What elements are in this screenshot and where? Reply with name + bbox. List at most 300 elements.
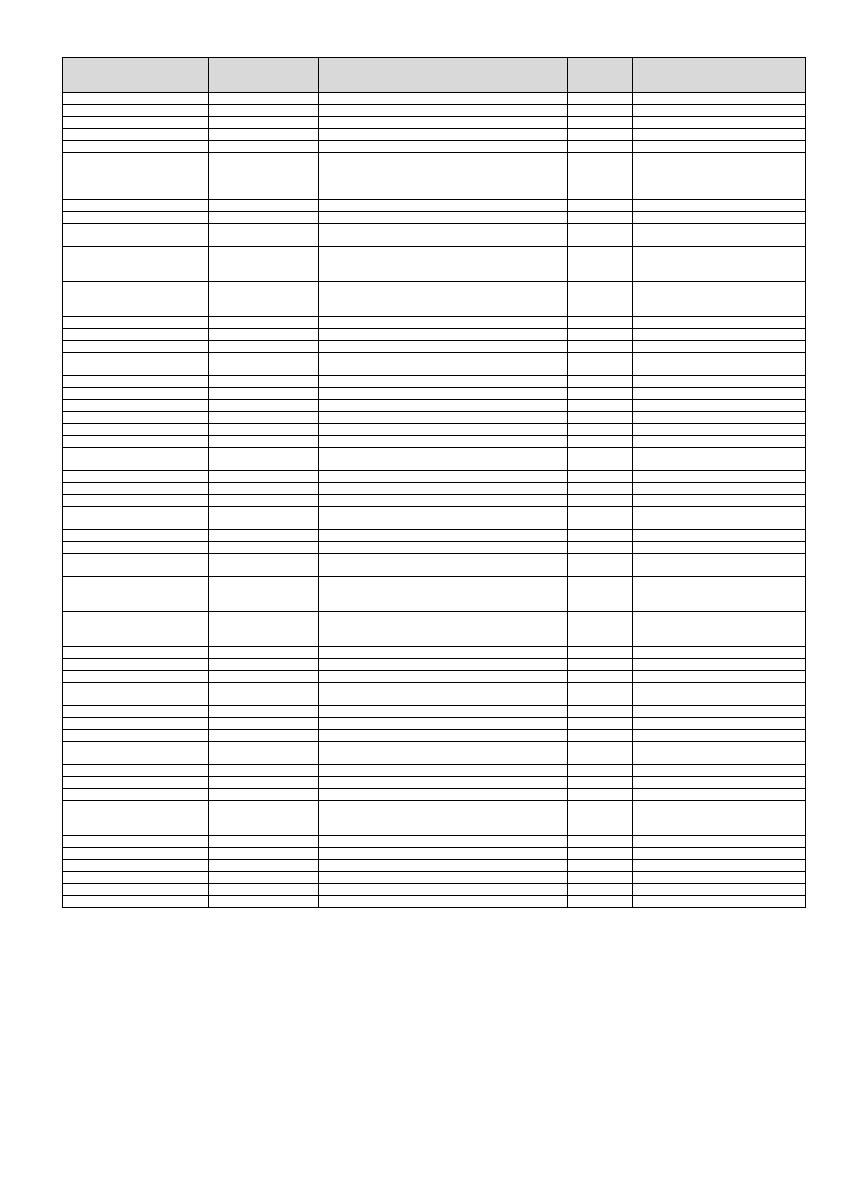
table-cell bbox=[319, 789, 568, 801]
table-cell bbox=[568, 706, 633, 718]
column-header-4 bbox=[568, 58, 633, 93]
table-cell bbox=[209, 341, 319, 353]
table-cell bbox=[568, 554, 633, 577]
table-cell bbox=[633, 483, 806, 495]
table-cell bbox=[568, 860, 633, 872]
table-row bbox=[63, 376, 806, 388]
table-cell bbox=[209, 683, 319, 706]
table-cell bbox=[319, 93, 568, 105]
table-cell bbox=[209, 117, 319, 129]
table-cell bbox=[568, 353, 633, 376]
table-row bbox=[63, 247, 806, 282]
table-cell bbox=[568, 376, 633, 388]
table-cell bbox=[633, 836, 806, 848]
table-cell bbox=[63, 671, 209, 683]
table-cell bbox=[633, 388, 806, 400]
table-cell bbox=[209, 329, 319, 341]
table-cell bbox=[209, 612, 319, 647]
table-cell bbox=[319, 860, 568, 872]
table-cell bbox=[568, 507, 633, 530]
table-cell bbox=[633, 884, 806, 896]
table-cell bbox=[63, 765, 209, 777]
table-cell bbox=[209, 282, 319, 317]
table-cell bbox=[633, 424, 806, 436]
table-cell bbox=[319, 353, 568, 376]
table-cell bbox=[568, 129, 633, 141]
table-cell bbox=[568, 659, 633, 671]
table-row bbox=[63, 153, 806, 200]
table-cell bbox=[633, 789, 806, 801]
table-cell bbox=[209, 388, 319, 400]
table-cell bbox=[633, 153, 806, 200]
table-cell bbox=[319, 105, 568, 117]
table-cell bbox=[319, 200, 568, 212]
table-cell bbox=[568, 329, 633, 341]
table-cell bbox=[568, 483, 633, 495]
table-cell bbox=[568, 105, 633, 117]
table-cell bbox=[319, 801, 568, 836]
table-cell bbox=[209, 718, 319, 730]
table-body bbox=[63, 93, 806, 908]
table-cell bbox=[633, 683, 806, 706]
table-row bbox=[63, 400, 806, 412]
table-cell bbox=[209, 141, 319, 153]
table-cell bbox=[209, 471, 319, 483]
table-cell bbox=[633, 93, 806, 105]
data-table bbox=[62, 57, 806, 908]
table-cell bbox=[568, 718, 633, 730]
table-cell bbox=[63, 495, 209, 507]
table-cell bbox=[63, 659, 209, 671]
table-cell bbox=[633, 400, 806, 412]
table-cell bbox=[63, 93, 209, 105]
table-cell bbox=[568, 542, 633, 554]
table-cell bbox=[63, 742, 209, 765]
table-header bbox=[63, 58, 806, 93]
table-cell bbox=[568, 647, 633, 659]
table-cell bbox=[633, 141, 806, 153]
table-row bbox=[63, 282, 806, 317]
table-cell bbox=[633, 742, 806, 765]
table-cell bbox=[568, 801, 633, 836]
table-cell bbox=[209, 200, 319, 212]
table-cell bbox=[633, 247, 806, 282]
table-cell bbox=[63, 388, 209, 400]
table-cell bbox=[319, 718, 568, 730]
table-cell bbox=[633, 105, 806, 117]
table-cell bbox=[568, 200, 633, 212]
table-row bbox=[63, 671, 806, 683]
table-cell bbox=[568, 612, 633, 647]
table-cell bbox=[633, 765, 806, 777]
table-cell bbox=[568, 341, 633, 353]
table-cell bbox=[633, 530, 806, 542]
table-cell bbox=[568, 436, 633, 448]
table-cell bbox=[63, 860, 209, 872]
table-cell bbox=[63, 471, 209, 483]
table-cell bbox=[209, 105, 319, 117]
table-cell bbox=[63, 836, 209, 848]
table-cell bbox=[319, 742, 568, 765]
table-row bbox=[63, 117, 806, 129]
table-cell bbox=[319, 872, 568, 884]
table-cell bbox=[63, 282, 209, 317]
table-cell bbox=[568, 400, 633, 412]
table-cell bbox=[319, 424, 568, 436]
table-row bbox=[63, 683, 806, 706]
table-cell bbox=[568, 471, 633, 483]
table-cell bbox=[63, 872, 209, 884]
table-cell bbox=[319, 448, 568, 471]
table-cell bbox=[63, 341, 209, 353]
table-cell bbox=[319, 247, 568, 282]
table-cell bbox=[209, 671, 319, 683]
table-cell bbox=[568, 884, 633, 896]
table-cell bbox=[63, 117, 209, 129]
table-cell bbox=[319, 542, 568, 554]
table-cell bbox=[209, 742, 319, 765]
table-cell bbox=[209, 448, 319, 471]
table-row bbox=[63, 872, 806, 884]
table-cell bbox=[63, 884, 209, 896]
table-cell bbox=[319, 400, 568, 412]
table-cell bbox=[319, 471, 568, 483]
table-row bbox=[63, 224, 806, 247]
table-cell bbox=[319, 317, 568, 329]
table-cell bbox=[63, 141, 209, 153]
table-cell bbox=[568, 282, 633, 317]
table-cell bbox=[319, 153, 568, 200]
table-row bbox=[63, 436, 806, 448]
table-cell bbox=[63, 801, 209, 836]
table-cell bbox=[319, 577, 568, 612]
table-cell bbox=[633, 507, 806, 530]
table-cell bbox=[633, 612, 806, 647]
table-cell bbox=[209, 836, 319, 848]
table-cell bbox=[319, 706, 568, 718]
table-cell bbox=[568, 388, 633, 400]
table-cell bbox=[633, 659, 806, 671]
table-cell bbox=[63, 554, 209, 577]
table-cell bbox=[568, 141, 633, 153]
table-cell bbox=[633, 200, 806, 212]
table-cell bbox=[63, 353, 209, 376]
table-row bbox=[63, 483, 806, 495]
table-row bbox=[63, 836, 806, 848]
table-cell bbox=[209, 530, 319, 542]
table-row bbox=[63, 554, 806, 577]
table-cell bbox=[633, 495, 806, 507]
table-cell bbox=[63, 153, 209, 200]
table-row bbox=[63, 329, 806, 341]
table-cell bbox=[63, 647, 209, 659]
table-cell bbox=[209, 577, 319, 612]
table-cell bbox=[319, 376, 568, 388]
table-row bbox=[63, 612, 806, 647]
table-cell bbox=[209, 400, 319, 412]
table-cell bbox=[209, 212, 319, 224]
table-cell bbox=[633, 129, 806, 141]
table-row bbox=[63, 884, 806, 896]
table-cell bbox=[319, 129, 568, 141]
table-cell bbox=[63, 400, 209, 412]
table-cell bbox=[633, 376, 806, 388]
table-header-row bbox=[63, 58, 806, 93]
table-cell bbox=[319, 436, 568, 448]
table-row bbox=[63, 317, 806, 329]
table-cell bbox=[568, 730, 633, 742]
table-cell bbox=[63, 612, 209, 647]
table-cell bbox=[568, 765, 633, 777]
table-cell bbox=[209, 884, 319, 896]
table-row bbox=[63, 542, 806, 554]
table-cell bbox=[319, 884, 568, 896]
table-cell bbox=[209, 554, 319, 577]
table-cell bbox=[568, 448, 633, 471]
table-cell bbox=[319, 341, 568, 353]
table-cell bbox=[63, 777, 209, 789]
table-cell bbox=[63, 212, 209, 224]
table-cell bbox=[209, 659, 319, 671]
table-cell bbox=[63, 730, 209, 742]
table-cell bbox=[209, 495, 319, 507]
table-cell bbox=[63, 105, 209, 117]
table-cell bbox=[319, 765, 568, 777]
table-cell bbox=[63, 683, 209, 706]
table-cell bbox=[209, 848, 319, 860]
table-cell bbox=[319, 896, 568, 908]
table-row bbox=[63, 659, 806, 671]
table-cell bbox=[209, 436, 319, 448]
table-cell bbox=[633, 471, 806, 483]
table-cell bbox=[319, 141, 568, 153]
table-cell bbox=[568, 117, 633, 129]
table-row bbox=[63, 105, 806, 117]
table-cell bbox=[319, 412, 568, 424]
table-cell bbox=[633, 647, 806, 659]
table-cell bbox=[568, 212, 633, 224]
table-row bbox=[63, 789, 806, 801]
table-cell bbox=[209, 730, 319, 742]
table-row bbox=[63, 801, 806, 836]
table-row bbox=[63, 412, 806, 424]
table-cell bbox=[63, 789, 209, 801]
table-cell bbox=[63, 848, 209, 860]
table-row bbox=[63, 765, 806, 777]
table-cell bbox=[633, 224, 806, 247]
table-cell bbox=[63, 436, 209, 448]
table-cell bbox=[568, 789, 633, 801]
table-cell bbox=[568, 742, 633, 765]
table-cell bbox=[63, 376, 209, 388]
table-cell bbox=[209, 224, 319, 247]
table-cell bbox=[568, 872, 633, 884]
table-cell bbox=[633, 577, 806, 612]
table-cell bbox=[209, 376, 319, 388]
table-cell bbox=[568, 224, 633, 247]
table-row bbox=[63, 577, 806, 612]
table-cell bbox=[633, 448, 806, 471]
table-cell bbox=[319, 388, 568, 400]
table-row bbox=[63, 495, 806, 507]
table-cell bbox=[568, 530, 633, 542]
table-cell bbox=[63, 448, 209, 471]
column-header-2 bbox=[209, 58, 319, 93]
table-cell bbox=[209, 765, 319, 777]
table-cell bbox=[63, 329, 209, 341]
table-cell bbox=[63, 896, 209, 908]
table-cell bbox=[319, 212, 568, 224]
table-cell bbox=[319, 730, 568, 742]
table-cell bbox=[209, 542, 319, 554]
table-cell bbox=[633, 777, 806, 789]
table-cell bbox=[319, 612, 568, 647]
table-cell bbox=[633, 671, 806, 683]
table-cell bbox=[633, 317, 806, 329]
column-header-3 bbox=[319, 58, 568, 93]
table-cell bbox=[63, 224, 209, 247]
table-container bbox=[62, 57, 780, 908]
table-cell bbox=[568, 495, 633, 507]
table-cell bbox=[633, 554, 806, 577]
table-cell bbox=[319, 671, 568, 683]
table-cell bbox=[633, 801, 806, 836]
table-cell bbox=[63, 200, 209, 212]
table-cell bbox=[319, 836, 568, 848]
table-cell bbox=[633, 542, 806, 554]
table-cell bbox=[633, 872, 806, 884]
column-header-5 bbox=[633, 58, 806, 93]
table-cell bbox=[633, 860, 806, 872]
table-cell bbox=[568, 424, 633, 436]
table-cell bbox=[633, 282, 806, 317]
table-cell bbox=[63, 530, 209, 542]
table-cell bbox=[319, 224, 568, 247]
table-cell bbox=[633, 353, 806, 376]
table-cell bbox=[568, 412, 633, 424]
table-row bbox=[63, 141, 806, 153]
table-cell bbox=[633, 848, 806, 860]
table-cell bbox=[633, 896, 806, 908]
table-cell bbox=[568, 683, 633, 706]
column-header-1 bbox=[63, 58, 209, 93]
table-cell bbox=[209, 896, 319, 908]
table-cell bbox=[63, 317, 209, 329]
table-cell bbox=[209, 860, 319, 872]
table-row bbox=[63, 530, 806, 542]
table-cell bbox=[568, 317, 633, 329]
table-cell bbox=[319, 507, 568, 530]
table-row bbox=[63, 706, 806, 718]
table-cell bbox=[633, 730, 806, 742]
table-cell bbox=[209, 412, 319, 424]
table-cell bbox=[209, 507, 319, 530]
table-row bbox=[63, 507, 806, 530]
table-cell bbox=[63, 577, 209, 612]
table-cell bbox=[633, 117, 806, 129]
table-cell bbox=[319, 329, 568, 341]
table-cell bbox=[568, 671, 633, 683]
table-cell bbox=[633, 436, 806, 448]
table-cell bbox=[209, 129, 319, 141]
table-cell bbox=[319, 777, 568, 789]
table-cell bbox=[63, 507, 209, 530]
table-row bbox=[63, 730, 806, 742]
table-cell bbox=[63, 718, 209, 730]
table-cell bbox=[319, 282, 568, 317]
table-row bbox=[63, 388, 806, 400]
table-cell bbox=[568, 836, 633, 848]
table-cell bbox=[319, 530, 568, 542]
table-row bbox=[63, 718, 806, 730]
table-row bbox=[63, 200, 806, 212]
table-cell bbox=[209, 647, 319, 659]
table-cell bbox=[319, 483, 568, 495]
table-cell bbox=[209, 153, 319, 200]
table-row bbox=[63, 471, 806, 483]
table-cell bbox=[633, 706, 806, 718]
table-row bbox=[63, 860, 806, 872]
table-cell bbox=[63, 483, 209, 495]
table-cell bbox=[633, 412, 806, 424]
table-cell bbox=[319, 495, 568, 507]
table-cell bbox=[568, 777, 633, 789]
table-cell bbox=[209, 247, 319, 282]
table-cell bbox=[633, 718, 806, 730]
table-cell bbox=[319, 117, 568, 129]
table-row bbox=[63, 353, 806, 376]
table-cell bbox=[63, 247, 209, 282]
table-cell bbox=[568, 247, 633, 282]
table-cell bbox=[209, 777, 319, 789]
table-cell bbox=[63, 412, 209, 424]
table-cell bbox=[209, 93, 319, 105]
table-cell bbox=[568, 93, 633, 105]
table-row bbox=[63, 848, 806, 860]
table-row bbox=[63, 647, 806, 659]
table-cell bbox=[568, 153, 633, 200]
table-cell bbox=[319, 848, 568, 860]
table-cell bbox=[319, 647, 568, 659]
table-cell bbox=[568, 848, 633, 860]
table-cell bbox=[209, 706, 319, 718]
table-cell bbox=[633, 212, 806, 224]
table-cell bbox=[568, 896, 633, 908]
table-cell bbox=[63, 706, 209, 718]
table-cell bbox=[209, 789, 319, 801]
table-cell bbox=[319, 659, 568, 671]
table-row bbox=[63, 212, 806, 224]
table-row bbox=[63, 93, 806, 105]
table-row bbox=[63, 129, 806, 141]
table-cell bbox=[209, 424, 319, 436]
table-row bbox=[63, 777, 806, 789]
table-cell bbox=[209, 872, 319, 884]
table-cell bbox=[319, 554, 568, 577]
table-row bbox=[63, 424, 806, 436]
table-cell bbox=[319, 683, 568, 706]
table-cell bbox=[209, 801, 319, 836]
table-cell bbox=[633, 329, 806, 341]
table-cell bbox=[209, 483, 319, 495]
table-row bbox=[63, 896, 806, 908]
table-cell bbox=[63, 424, 209, 436]
table-cell bbox=[568, 577, 633, 612]
table-cell bbox=[63, 542, 209, 554]
table-cell bbox=[209, 353, 319, 376]
table-row bbox=[63, 341, 806, 353]
table-row bbox=[63, 448, 806, 471]
